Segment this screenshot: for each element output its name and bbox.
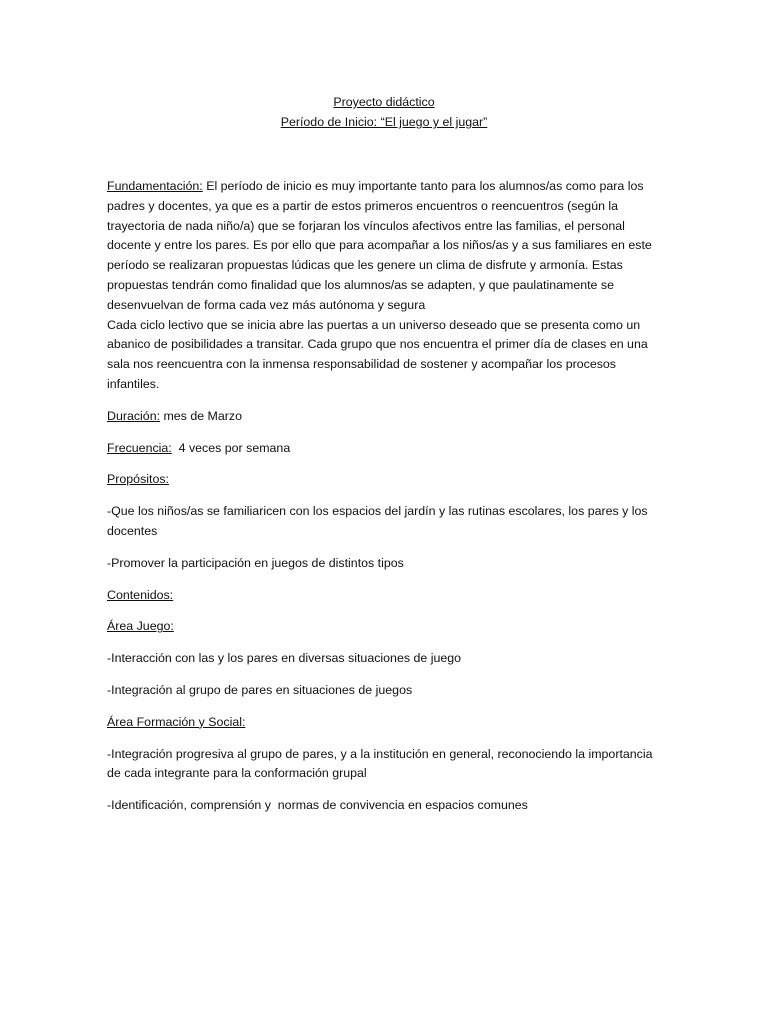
- fundamentacion-paragraph-2: Cada ciclo lectivo que se inicia abre las puertas a un universo deseado que se presenta como un abanico de posibilidades a transitar. Cada grupo que nos encuentra el primer día de clases en una sala nos reencuentra con la inmensa responsabilidad de sostener y acompañar los procesos infantiles.: [107, 317, 648, 391]
- frecuencia-label: Frecuencia:: [107, 440, 172, 455]
- propositos-heading: [107, 470, 663, 490]
- document-body: [107, 177, 663, 816]
- propositos-label: Propósitos:: [107, 472, 169, 487]
- area-juego-heading: [107, 617, 663, 637]
- area-formacion-item: -Integración progresiva al grupo de pares, y a la institución en general, reconociendo la importancia de cada integrante para la conformación grupal: [107, 746, 653, 781]
- area-formacion-item: -Identificación, comprensión y normas de convivencia en espacios comunes: [107, 798, 528, 813]
- fundamentacion-label: Fundamentación:: [107, 179, 203, 193]
- title-block: [0, 92, 768, 132]
- frecuencia-line: [107, 439, 663, 459]
- area-juego-label: Área Juego:: [107, 619, 174, 634]
- area-juego-item: -Integración al grupo de pares en situaciones de juegos: [107, 682, 413, 697]
- document-title: Proyecto didáctico: [333, 95, 435, 109]
- area-juego-item: -Interacción con las y los pares en diversas situaciones de juego: [107, 651, 462, 666]
- contenidos-label: Contenidos:: [107, 587, 174, 602]
- fundamentacion-text: El período de inicio es muy importante tanto para los alumnos/as como para los padres y docentes, ya que es a partir de estos primeros encuentros o reencuentros (según la trayectoria de nada niño/a) que se forjaran los vínculos afectivos entre las familias, el personal docente y entre los pares. Es por ello que para acompañar a los niños/as y a sus familiares en este período se realizaran propuestas lúdicas que les genere un clima de disfrute y armonía. Estas propuestas tendrán como finalidad que los alumnos/as se adapten, y que paulatinamente se desenvuelvan de forma cada vez más autónoma y segura: [107, 179, 652, 312]
- area-formacion-label: Área Formación y Social:: [107, 714, 246, 729]
- duracion-line: [107, 407, 663, 427]
- area-formacion-heading: [107, 713, 663, 733]
- duracion-label: Duración:: [107, 408, 161, 423]
- proposito-item: -Promover la participación en juegos de distintos tipos: [107, 555, 404, 570]
- fundamentacion-paragraph: [107, 177, 663, 316]
- contenidos-heading: [107, 586, 663, 606]
- frecuencia-text: 4 veces por semana: [171, 440, 291, 455]
- document-subtitle: Período de Inicio: “El juego y el jugar”: [280, 115, 488, 129]
- proposito-item: -Que los niños/as se familiaricen con los espacios del jardín y las rutinas escolares, los pares y los docentes: [107, 504, 648, 538]
- duracion-text: mes de Marzo: [160, 408, 242, 423]
